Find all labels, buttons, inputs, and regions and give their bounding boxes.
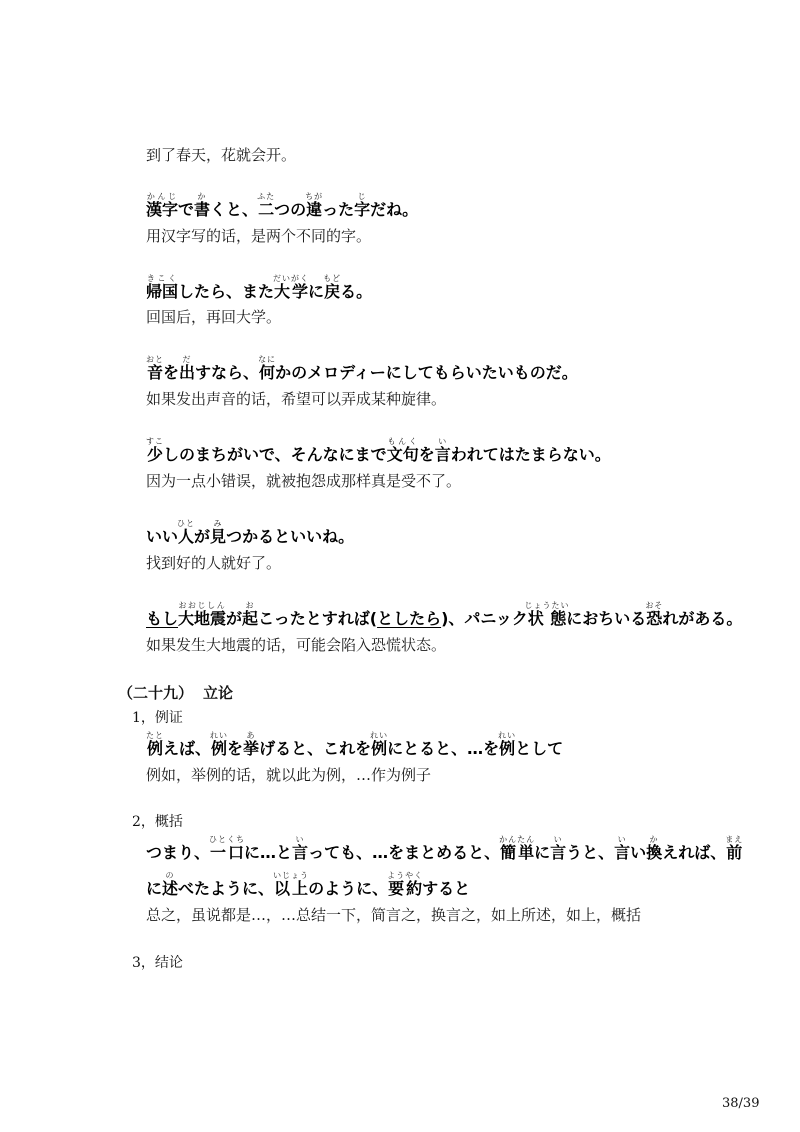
japanese-sentence: 漢字かんじで書かくと、二ふたつの違ちがった字じだね。 — [146, 192, 419, 219]
translation-line: 例如，举例的话，就以此为例，…作为例子 — [146, 766, 432, 784]
page-number: 38/39 — [722, 1096, 760, 1111]
translation-line: 回国后，再回大学。 — [146, 308, 282, 326]
translation-line: 用汉字写的话，是两个不同的字。 — [146, 227, 372, 245]
section-heading — [118, 683, 233, 703]
item-label: 2，概括 — [132, 814, 183, 830]
section-title: 立论 — [203, 684, 234, 702]
japanese-sentence: 少すこしのまちがいで、そんなにまで文句もんくを言いわれてはたまらない。 — [146, 437, 611, 464]
translation-line: 因为一点小错误，就被抱怨成那样真是受不了。 — [146, 472, 462, 490]
translation-line: 如果发生大地震的话，可能会陷入恐慌状态。 — [146, 636, 447, 654]
item-label: 3，结论 — [132, 955, 183, 971]
japanese-sentence: に述のべたように、以上いじょうのように、要約ようやくすると — [146, 871, 471, 898]
translation-line: 如果发出声音的话，希望可以弄成某种旋律。 — [146, 390, 447, 408]
japanese-sentence: 音おとを出だすなら、何なにかのメロディーにしてもらいたいものだ。 — [146, 355, 578, 382]
section-number: （二十九） — [118, 684, 194, 702]
translation-line: 找到好的人就好了。 — [146, 554, 282, 572]
japanese-sentence: つまり、一口ひとくちに…と言いっても、…をまとめると、簡単かんたんに言いうと、言いい換かえれば、前まえ — [146, 835, 744, 862]
japanese-sentence: もし大地震おおじしんが起おこったとすれば(としたら)、パニック状態じょうたいにおちいる恐おそれがある。 — [146, 601, 743, 628]
translation-line: 到了春天，花就会开。 — [146, 146, 297, 164]
japanese-sentence: 例たとえば、例れいを挙あげると、これを例れいにとると、…を例れいとして — [146, 731, 564, 758]
translation-line: 总之，虽说都是…，…总结一下，简言之，换言之，如上所述，如上，概括 — [146, 906, 642, 924]
japanese-sentence: いい人ひとが見みつかるといいね。 — [146, 519, 355, 546]
japanese-sentence: 帰国きこくしたら、また大学だいがくに戻もどる。 — [146, 274, 373, 301]
item-label: 1，例证 — [132, 710, 183, 726]
